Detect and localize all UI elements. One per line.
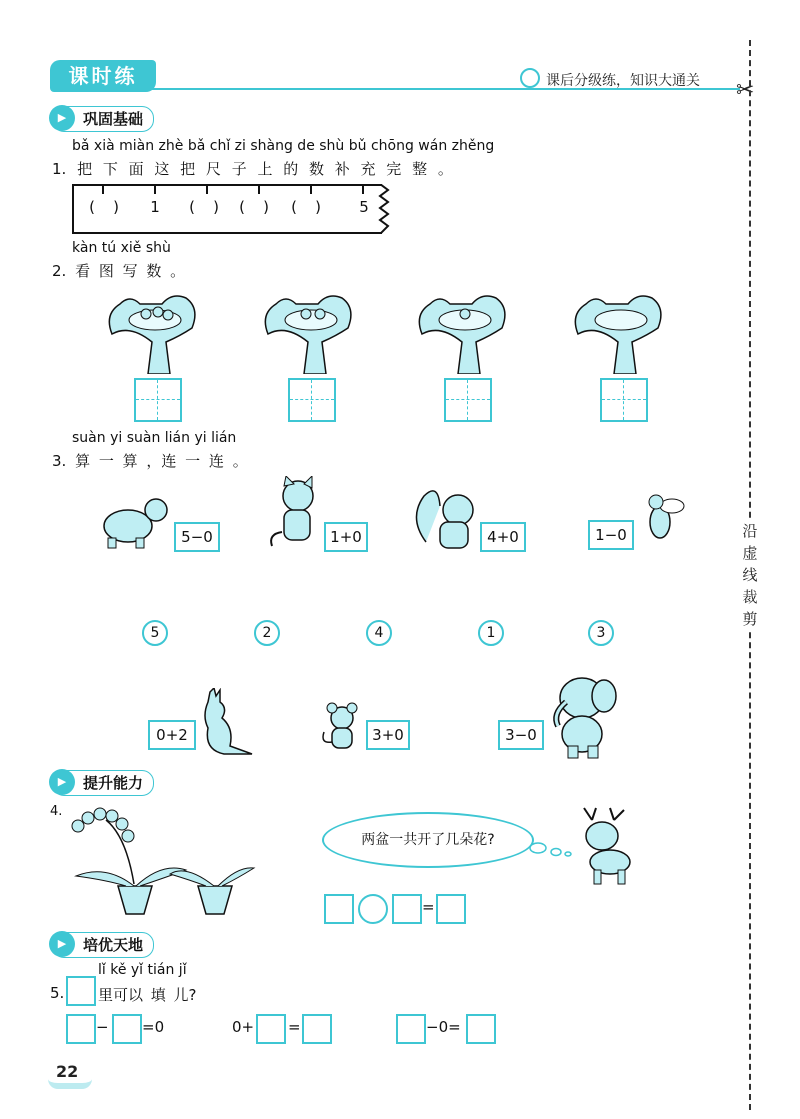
q3-pinyin: suàn yi suàn lián yi lián bbox=[72, 430, 237, 446]
number-circle-4[interactable]: 4 bbox=[366, 620, 392, 646]
expr-4-plus-0[interactable]: 4+0 bbox=[480, 522, 526, 552]
bee-image bbox=[634, 490, 686, 548]
ruler bbox=[72, 184, 382, 234]
play-arrow-icon: ▶ bbox=[49, 931, 75, 957]
q5-eq3-box-2[interactable] bbox=[466, 1014, 496, 1044]
cat-image bbox=[264, 476, 324, 554]
header-slogan bbox=[520, 68, 700, 90]
q5-text: 里可以 填 儿? bbox=[98, 986, 197, 1004]
ruler-torn-edge bbox=[378, 184, 392, 234]
expr-1-minus-0[interactable]: 1−0 bbox=[588, 520, 634, 550]
expr-1-plus-0[interactable]: 1+0 bbox=[324, 522, 368, 552]
ruler-blank-2-open: ( bbox=[189, 198, 195, 216]
expr-5-minus-0[interactable]: 5−0 bbox=[174, 522, 220, 552]
nest-tree-image-4 bbox=[566, 284, 676, 374]
ruler-blank-3-open: ( bbox=[239, 198, 245, 216]
ruler-blank-4-open: ( bbox=[291, 198, 297, 216]
q5-eq2-box-2[interactable] bbox=[302, 1014, 332, 1044]
ruler-blank-1-close: ) bbox=[113, 198, 119, 216]
elephant-image bbox=[542, 668, 618, 760]
expr-0-plus-2[interactable]: 0+2 bbox=[148, 720, 196, 750]
q4-addend-2-box[interactable] bbox=[392, 894, 422, 924]
nest-tree-image-2 bbox=[256, 284, 366, 374]
ruler-blank-4-close: ) bbox=[315, 198, 321, 216]
scissors-icon: ✂ bbox=[736, 78, 755, 103]
ruler-blank-1-open: ( bbox=[89, 198, 95, 216]
q5-eq3-mid: −0= bbox=[426, 1018, 461, 1036]
q4-equals: = bbox=[422, 898, 435, 916]
play-arrow-icon: ▶ bbox=[49, 105, 75, 131]
q5-label: 5. bbox=[50, 984, 65, 1002]
q4-addend-1-box[interactable] bbox=[324, 894, 354, 924]
nest-tree-image-1 bbox=[100, 284, 210, 374]
q4-label: 4. bbox=[50, 804, 63, 819]
q5-eq1-box-1[interactable] bbox=[66, 1014, 96, 1044]
deer-image bbox=[574, 806, 638, 886]
ruler-blank-2-close: ) bbox=[213, 198, 219, 216]
q1-text: 1. 把 下 面 这 把 尺 子 上 的 数 补 充 完 整 。 bbox=[52, 160, 453, 178]
alarm-clock-icon bbox=[520, 68, 540, 88]
q4-result-box[interactable] bbox=[436, 894, 466, 924]
kangaroo-image bbox=[194, 688, 256, 760]
header-slogan-text: 课后分级练，知识大通关 bbox=[546, 73, 700, 89]
thought-dots bbox=[528, 840, 572, 860]
cut-instruction: 沿虚线裁剪 bbox=[739, 520, 761, 630]
ruler-value-5: 5 bbox=[359, 198, 369, 216]
mouse-image bbox=[318, 702, 364, 752]
section-advanced bbox=[52, 932, 154, 958]
q5-pinyin: lǐ kě yǐ tián jǐ bbox=[98, 962, 187, 978]
nest-tree-image-3 bbox=[410, 284, 520, 374]
page-number: 22 bbox=[48, 1062, 92, 1089]
section-improve-label: 提升能力 bbox=[83, 774, 144, 792]
q5-eq3-box-1[interactable] bbox=[396, 1014, 426, 1044]
q3-text: 3. 算 一 算 ，连 一 连 。 bbox=[52, 452, 248, 470]
expr-3-plus-0[interactable]: 3+0 bbox=[366, 720, 410, 750]
play-arrow-icon: ▶ bbox=[49, 769, 75, 795]
q5-eq2-equals: = bbox=[288, 1018, 301, 1036]
q5-eq1-minus: − bbox=[96, 1018, 109, 1036]
answer-box-1[interactable] bbox=[134, 378, 182, 422]
question-bubble: 两盆一共开了几朵花? bbox=[322, 812, 534, 868]
answer-box-2[interactable] bbox=[288, 378, 336, 422]
q1-pinyin: bǎ xià miàn zhè bǎ chǐ zi shàng de shù bǔ chōng wán zhěng bbox=[72, 138, 495, 154]
number-circle-2[interactable]: 2 bbox=[254, 620, 280, 646]
lesson-title-tab: 课时练 bbox=[50, 60, 156, 92]
answer-box-4[interactable] bbox=[600, 378, 648, 422]
expr-3-minus-0[interactable]: 3−0 bbox=[498, 720, 544, 750]
flower-pots-image bbox=[66, 806, 256, 918]
number-circle-5[interactable]: 5 bbox=[142, 620, 168, 646]
section-improve bbox=[52, 770, 154, 796]
section-basic bbox=[52, 106, 154, 132]
q2-pinyin: kàn tú xiě shù bbox=[72, 240, 171, 256]
squirrel-image bbox=[410, 482, 480, 552]
q5-eq2-box-1[interactable] bbox=[256, 1014, 286, 1044]
ruler-value-1: 1 bbox=[150, 198, 160, 216]
q2-text: 2. 看 图 写 数 。 bbox=[52, 262, 186, 280]
q5-sample-box bbox=[66, 976, 96, 1006]
turtle-image bbox=[96, 490, 172, 552]
q5-eq1-box-2[interactable] bbox=[112, 1014, 142, 1044]
number-circle-3[interactable]: 3 bbox=[588, 620, 614, 646]
section-basic-label: 巩固基础 bbox=[83, 110, 144, 128]
ruler-blank-3-close: ) bbox=[263, 198, 269, 216]
q4-operator-circle[interactable] bbox=[358, 894, 388, 924]
q5-eq1-result: =0 bbox=[142, 1018, 165, 1036]
number-circle-1[interactable]: 1 bbox=[478, 620, 504, 646]
section-advanced-label: 培优天地 bbox=[83, 936, 144, 954]
answer-box-3[interactable] bbox=[444, 378, 492, 422]
q5-eq2-lead: 0+ bbox=[232, 1018, 255, 1036]
